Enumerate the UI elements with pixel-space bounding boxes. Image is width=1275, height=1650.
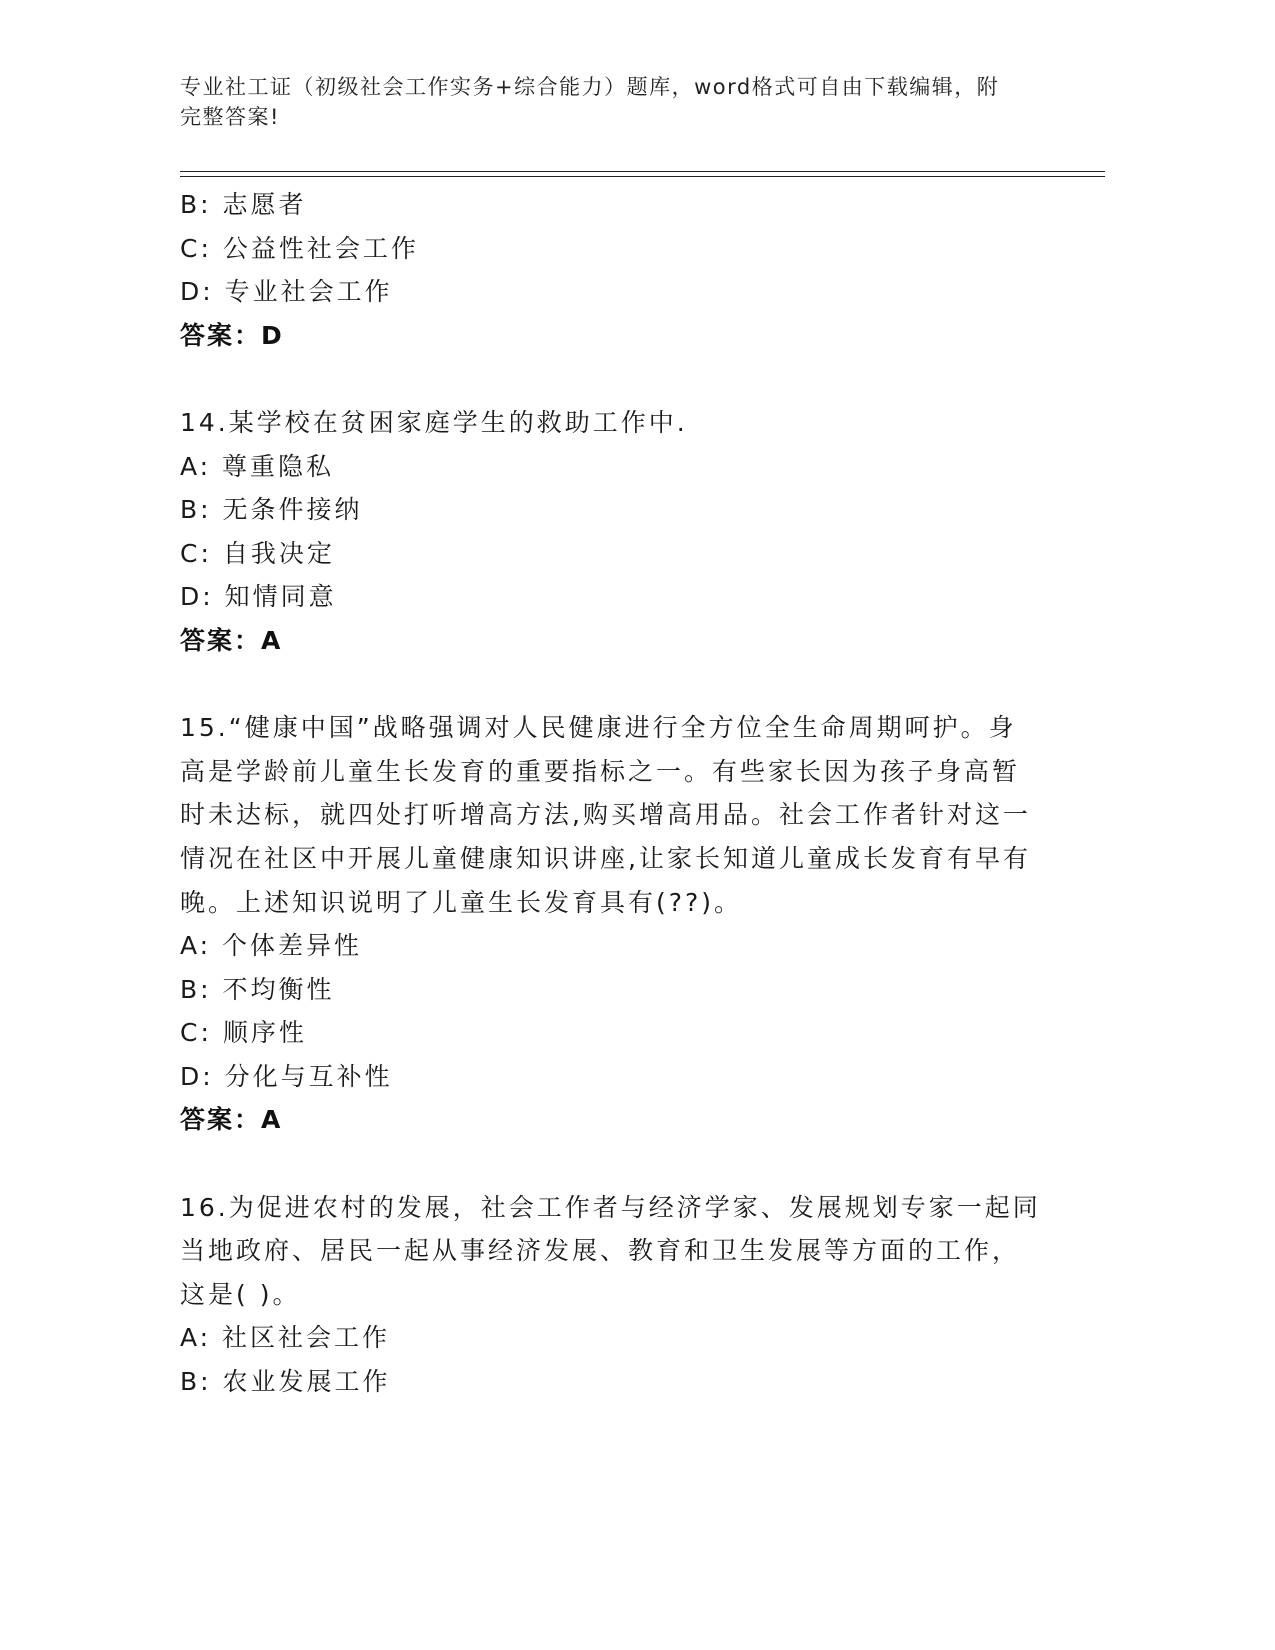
answer-label: 答案：A [180, 1105, 283, 1135]
answer-label: 答案：D [180, 320, 284, 350]
option-b: B: 志愿者 [180, 190, 307, 219]
answer-label: 答案：A [180, 625, 283, 655]
question-16 [180, 1186, 1040, 1404]
question-13 [180, 183, 1040, 357]
option-a: A: 尊重隐私 [180, 451, 335, 481]
header-line-2: 完整答案! [180, 105, 280, 129]
question-line: 这是( )。 [180, 1279, 301, 1309]
option-b: B: 无条件接纳 [180, 495, 363, 525]
option-d: D: 分化与互补性 [180, 1061, 393, 1091]
question-15 [180, 706, 1040, 1142]
question-list [180, 183, 1040, 1404]
header-divider-bottom [180, 176, 1105, 177]
option-b: B: 不均衡性 [180, 974, 335, 1004]
question-text: 14.某学校在贫困家庭学生的救助工作中. [180, 407, 688, 437]
option-d: D: 专业社会工作 [180, 277, 393, 307]
question-line: 当地政府、居民一起从事经济发展、教育和卫生发展等方面的工作， [180, 1236, 1021, 1266]
question-14 [180, 401, 1040, 663]
option-a: A: 社区社会工作 [180, 1323, 391, 1353]
option-c: C: 公益性社会工作 [180, 233, 419, 263]
option-a: A: 个体差异性 [180, 931, 363, 961]
question-text [180, 706, 1040, 924]
header-divider-top [180, 171, 1105, 172]
question-line: 晚。上述知识说明了儿童生长发育具有(??)。 [180, 887, 743, 917]
option-d: D: 知情同意 [180, 582, 337, 612]
spacer [180, 1142, 1040, 1186]
spacer [180, 357, 1040, 401]
option-c: C: 顺序性 [180, 1018, 307, 1048]
option-c: C: 自我决定 [180, 538, 335, 568]
question-line: 时未达标，就四处打听增高方法,购买增高用品。社会工作者针对这一 [180, 800, 1031, 830]
option-b: B: 农业发展工作 [180, 1367, 391, 1397]
document-header [180, 72, 1060, 132]
question-text [180, 1186, 1040, 1317]
header-line-1: 专业社工证（初级社会工作实务+综合能力）题库，word格式可自由下载编辑，附 [180, 75, 1000, 99]
question-line: 情况在社区中开展儿童健康知识讲座,让家长知道儿童成长发育有早有 [180, 843, 1031, 873]
question-line: 高是学龄前儿童生长发育的重要指标之一。有些家长因为孩子身高暂 [180, 756, 1021, 786]
spacer [180, 663, 1040, 707]
question-line: 15.“健康中国”战略强调对人民健康进行全方位全生命周期呵护。身 [180, 713, 1017, 743]
question-line: 16.为促进农村的发展，社会工作者与经济学家、发展规划专家一起同 [180, 1192, 1041, 1222]
